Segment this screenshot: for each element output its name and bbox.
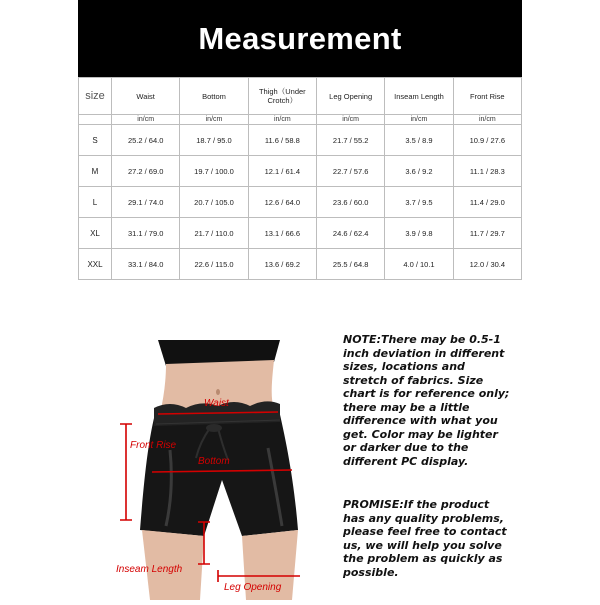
table-row: [79, 249, 522, 280]
size-label: XL: [79, 218, 112, 249]
table-cell: 12.1 / 61.4: [248, 156, 316, 187]
table-cell: 13.1 / 66.6: [248, 218, 316, 249]
table-cell: 27.2 / 69.0: [112, 156, 180, 187]
table-row: [79, 156, 522, 187]
table-cell: 12.0 / 30.4: [453, 249, 521, 280]
size-label: XXL: [79, 249, 112, 280]
column-header-inseam: Inseam Length: [385, 78, 453, 115]
promise-text: PROMISE:If the product has any quality problems, please feel free to contact us, we will help you solve the problem as quickly as possible.: [343, 498, 507, 579]
size-chart-table: [78, 77, 522, 280]
size-column-header: size: [79, 78, 112, 115]
unit-row: [79, 115, 522, 125]
label-inseam-length: Inseam Length: [116, 564, 183, 575]
column-header-waist: Waist: [112, 78, 180, 115]
unit-cell: in/cm: [316, 115, 384, 125]
unit-cell: in/cm: [385, 115, 453, 125]
table-cell: 24.6 / 62.4: [316, 218, 384, 249]
banner-title: Measurement: [198, 20, 402, 56]
column-header-bottom: Bottom: [180, 78, 248, 115]
table-cell: 11.1 / 28.3: [453, 156, 521, 187]
table-row: [79, 187, 522, 218]
column-header-leg-opening: Leg Opening: [316, 78, 384, 115]
unit-cell-empty: [79, 115, 112, 125]
table-cell: 11.4 / 29.0: [453, 187, 521, 218]
table-cell: 13.6 / 69.2: [248, 249, 316, 280]
table-cell: 19.7 / 100.0: [180, 156, 248, 187]
table-cell: 21.7 / 55.2: [316, 125, 384, 156]
table-cell: 33.1 / 84.0: [112, 249, 180, 280]
notes-block: [343, 333, 513, 579]
title-banner: [78, 0, 522, 77]
table-cell: 29.1 / 74.0: [112, 187, 180, 218]
table-cell: 31.1 / 79.0: [112, 218, 180, 249]
table-cell: 4.0 / 10.1: [385, 249, 453, 280]
table-row: [79, 218, 522, 249]
size-label: S: [79, 125, 112, 156]
table-cell: 22.6 / 115.0: [180, 249, 248, 280]
label-waist: Waist: [204, 398, 229, 409]
label-bottom: Bottom: [198, 456, 230, 467]
unit-cell: in/cm: [180, 115, 248, 125]
size-label: M: [79, 156, 112, 187]
table-cell: 11.6 / 58.8: [248, 125, 316, 156]
unit-cell: in/cm: [248, 115, 316, 125]
table-cell: 22.7 / 57.6: [316, 156, 384, 187]
table-cell: 3.9 / 9.8: [385, 218, 453, 249]
bow-knot: [206, 424, 222, 432]
model-photo: [100, 330, 340, 600]
table-cell: 11.7 / 29.7: [453, 218, 521, 249]
header-row: [79, 78, 522, 115]
size-label: L: [79, 187, 112, 218]
table-cell: 3.6 / 9.2: [385, 156, 453, 187]
table-cell: 23.6 / 60.0: [316, 187, 384, 218]
table-cell: 25.2 / 64.0: [112, 125, 180, 156]
table-row: [79, 125, 522, 156]
navel: [216, 389, 220, 395]
label-leg-opening: Leg Opening: [224, 582, 282, 593]
column-header-front-rise: Front Rise: [453, 78, 521, 115]
column-header-thigh: Thigh（Under Crotch）: [248, 78, 316, 115]
table-cell: 20.7 / 105.0: [180, 187, 248, 218]
label-front-rise: Front Rise: [130, 440, 177, 451]
table-cell: 12.6 / 64.0: [248, 187, 316, 218]
table-cell: 21.7 / 110.0: [180, 218, 248, 249]
table-cell: 3.5 / 8.9: [385, 125, 453, 156]
table-cell: 18.7 / 95.0: [180, 125, 248, 156]
unit-cell: in/cm: [112, 115, 180, 125]
table-cell: 25.5 / 64.8: [316, 249, 384, 280]
table-cell: 10.9 / 27.6: [453, 125, 521, 156]
note-text: NOTE:There may be 0.5-1 inch deviation in different sizes, locations and stretch of fabrics. Size chart is for reference only; there may be a little difference with what you get. Color may be lighter or darker due to the different PC display.: [343, 333, 510, 468]
front-rise-line: [120, 424, 132, 520]
unit-cell: in/cm: [453, 115, 521, 125]
table-cell: 3.7 / 9.5: [385, 187, 453, 218]
